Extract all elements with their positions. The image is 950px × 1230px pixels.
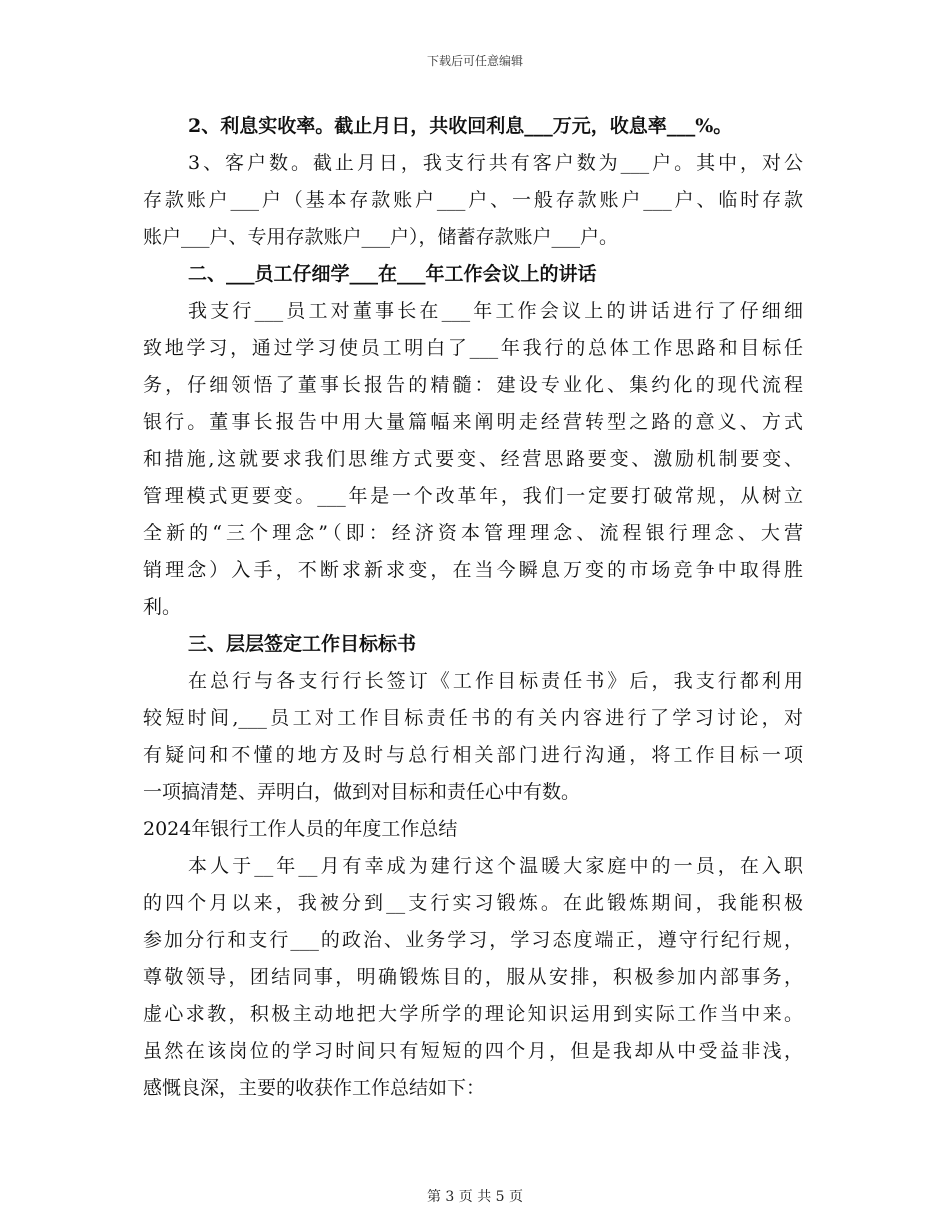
paragraph-line: 参加分行和支行___的政治、业务学习，学习态度端正，遵守行纪行规，	[143, 929, 803, 951]
section-heading-line: 三、层层签定工作目标标书	[188, 633, 417, 655]
paragraph-line: 我支行___员工对董事长在___年工作会议上的讲话进行了仔细细	[188, 300, 803, 322]
paragraph-line: 全新的“三个理念”（即：经济资本管理理念、流程银行理念、大营	[143, 522, 803, 544]
paragraph-line: 销理念）入手，不断求新求变，在当今瞬息万变的市场竞争中取得胜	[143, 559, 803, 581]
section-heading-line: 2、利息实收率。截止月日，共收回利息___万元，收息率___%。	[188, 115, 733, 137]
paragraph-line: 账户___户、专用存款账户___户），储蓄存款账户___户。	[143, 226, 619, 248]
paragraph-line: 在总行与各支行行长签订《工作目标责任书》后，我支行都利用	[188, 670, 803, 692]
paragraph-line: 利。	[143, 596, 182, 618]
paragraph-line: 3、客户数。截止月日，我支行共有客户数为___户。其中，对公	[188, 152, 803, 174]
paragraph-line: 感慨良深，主要的收获作工作总结如下：	[143, 1077, 486, 1099]
paragraph-line: 尊敬领导，团结同事，明确锻炼目的，服从安排，积极参加内部事务，	[143, 966, 803, 988]
paragraph-line: 存款账户___户（基本存款账户___户、一般存款账户___户、临时存款	[143, 189, 803, 211]
paragraph-line: 银行。董事长报告中用大量篇幅来阐明走经营转型之路的意义、方式	[143, 411, 803, 433]
paragraph-line: 务，仔细领悟了董事长报告的精髓：建设专业化、集约化的现代流程	[143, 374, 803, 396]
page-footer: 第 3 页 共 5 页	[426, 1189, 524, 1205]
paragraph-line: 和措施,这就要求我们思维方式要变、经营思路要变、激励机制要变、	[143, 448, 803, 470]
paragraph-line: 本人于__年__月有幸成为建行这个温暖大家庭中的一员，在入职	[188, 855, 803, 877]
section-heading-line: 二、___员工仔细学___在___年工作会议上的讲话	[188, 263, 597, 285]
paragraph-line: 有疑问和不懂的地方及时与总行相关部门进行沟通，将工作目标一项	[143, 744, 803, 766]
page-header: 下载后可任意编辑	[426, 54, 523, 68]
paragraph-line: 虽然在该岗位的学习时间只有短短的四个月，但是我却从中受益非浅，	[143, 1040, 803, 1062]
paragraph-line: 一项搞清楚、弄明白，做到对目标和责任心中有数。	[143, 781, 581, 803]
paragraph-line: 较短时间,___员工对工作目标责任书的有关内容进行了学习讨论，对	[143, 707, 803, 729]
paragraph-line: 的四个月以来，我被分到__支行实习锻炼。在此锻炼期间，我能积极	[143, 892, 803, 914]
paragraph-line: 管理模式更要变。___年是一个改革年，我们一定要打破常规，从树立	[143, 485, 803, 507]
paragraph-line: 虚心求教，积极主动地把大学所学的理论知识运用到实际工作当中来。	[143, 1003, 803, 1025]
section-title: 2024年银行工作人员的年度工作总结	[143, 818, 458, 840]
document-body	[143, 108, 803, 1107]
paragraph-line: 致地学习，通过学习使员工明白了___年我行的总体工作思路和目标任	[143, 337, 803, 359]
